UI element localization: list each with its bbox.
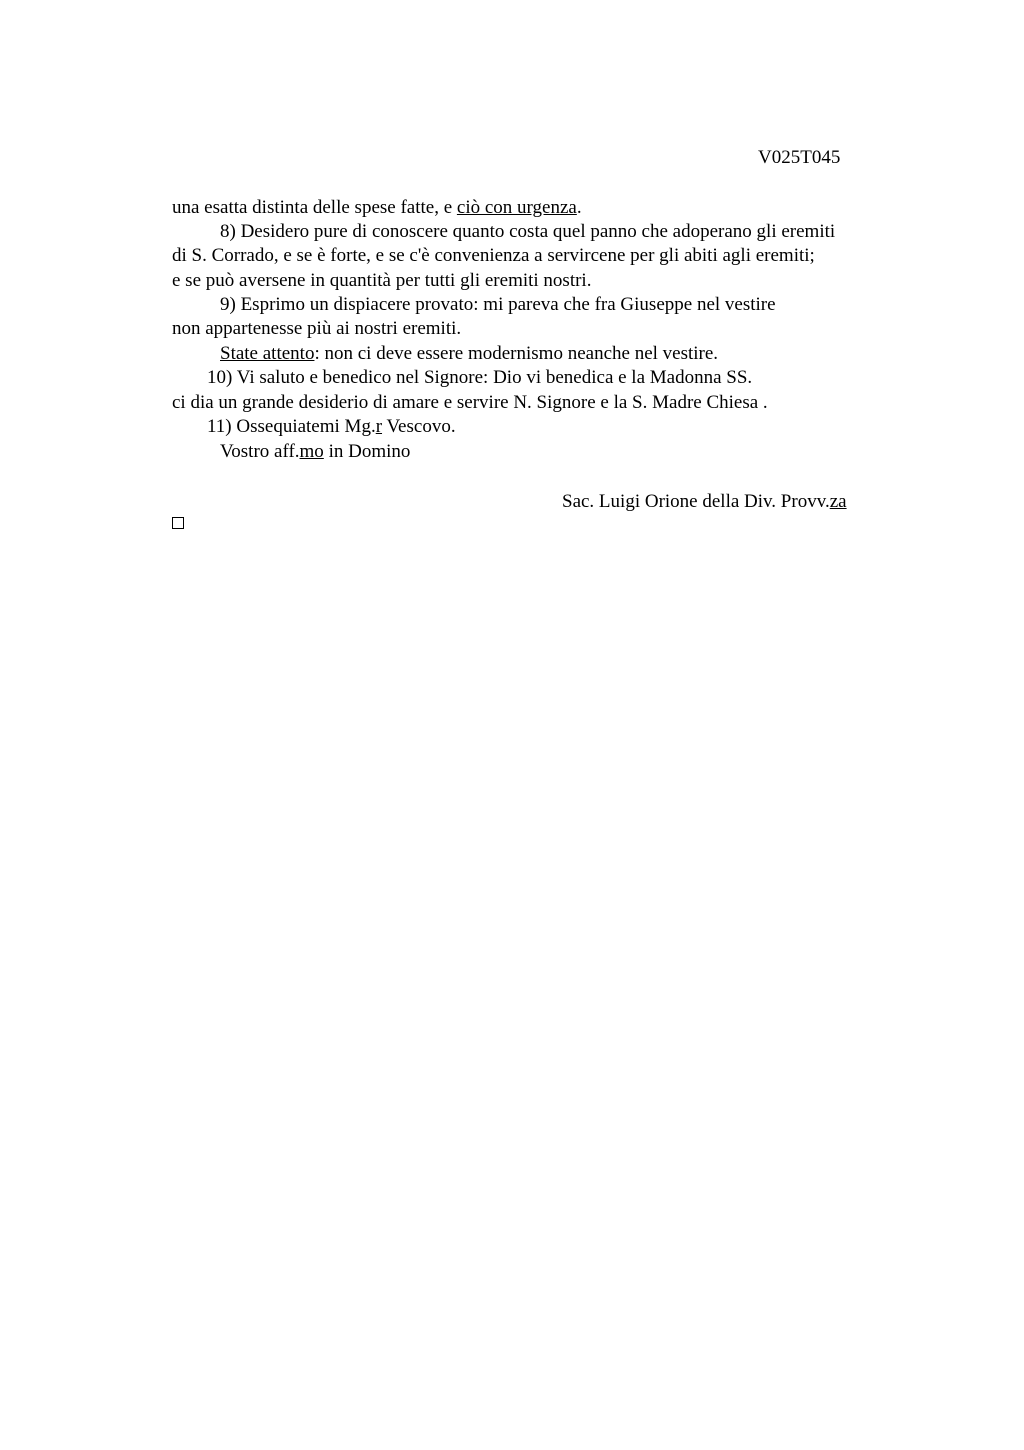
text-line-3: di S. Corrado, e se è forte, e se c'è convenienza a servircene per gli abiti agli eremiti; xyxy=(172,245,815,266)
signature-text: Sac. Luigi Orione della Div. Provv. xyxy=(562,491,830,512)
text-segment: Vescovo. xyxy=(382,416,456,437)
underlined-text: mo xyxy=(299,441,324,462)
text-line-6: non appartenesse più ai nostri eremiti. xyxy=(172,318,462,339)
checkbox-square-icon xyxy=(172,517,184,529)
text-line-11 xyxy=(220,441,410,463)
underlined-text: r xyxy=(375,416,383,437)
text-line-2: 8) Desidero pure di conoscere quanto costa quel panno che adoperano gli eremiti xyxy=(220,221,836,242)
text-line-1 xyxy=(172,197,582,219)
text-line-4: e se può aversene in quantità per tutti gli eremiti nostri. xyxy=(172,270,592,291)
text-line-9: ci dia un grande desiderio di amare e servire N. Signore e la S. Madre Chiesa . xyxy=(172,392,768,413)
underlined-text: ciò con urgenza xyxy=(456,197,577,218)
underlined-text: State attento xyxy=(220,343,315,364)
text-segment: . xyxy=(576,197,582,218)
text-segment: : non ci deve essere modernismo neanche nel vestire. xyxy=(314,343,719,364)
text-segment: in Domino xyxy=(323,441,411,462)
text-line-7 xyxy=(220,343,718,365)
text-line-8: 10) Vi saluto e benedico nel Signore: Dio vi benedica e la Madonna SS. xyxy=(207,367,753,388)
document-id: V025T045 xyxy=(758,147,841,168)
signature-underlined: za xyxy=(829,491,847,512)
signature xyxy=(562,491,847,513)
text-segment: 11) Ossequiatemi Mg. xyxy=(207,416,376,437)
text-line-10 xyxy=(207,416,456,438)
text-segment: una esatta distinta delle spese fatte, e xyxy=(172,197,457,218)
text-segment: Vostro aff. xyxy=(220,441,300,462)
text-line-5: 9) Esprimo un dispiacere provato: mi pareva che fra Giuseppe nel vestire xyxy=(220,294,776,315)
